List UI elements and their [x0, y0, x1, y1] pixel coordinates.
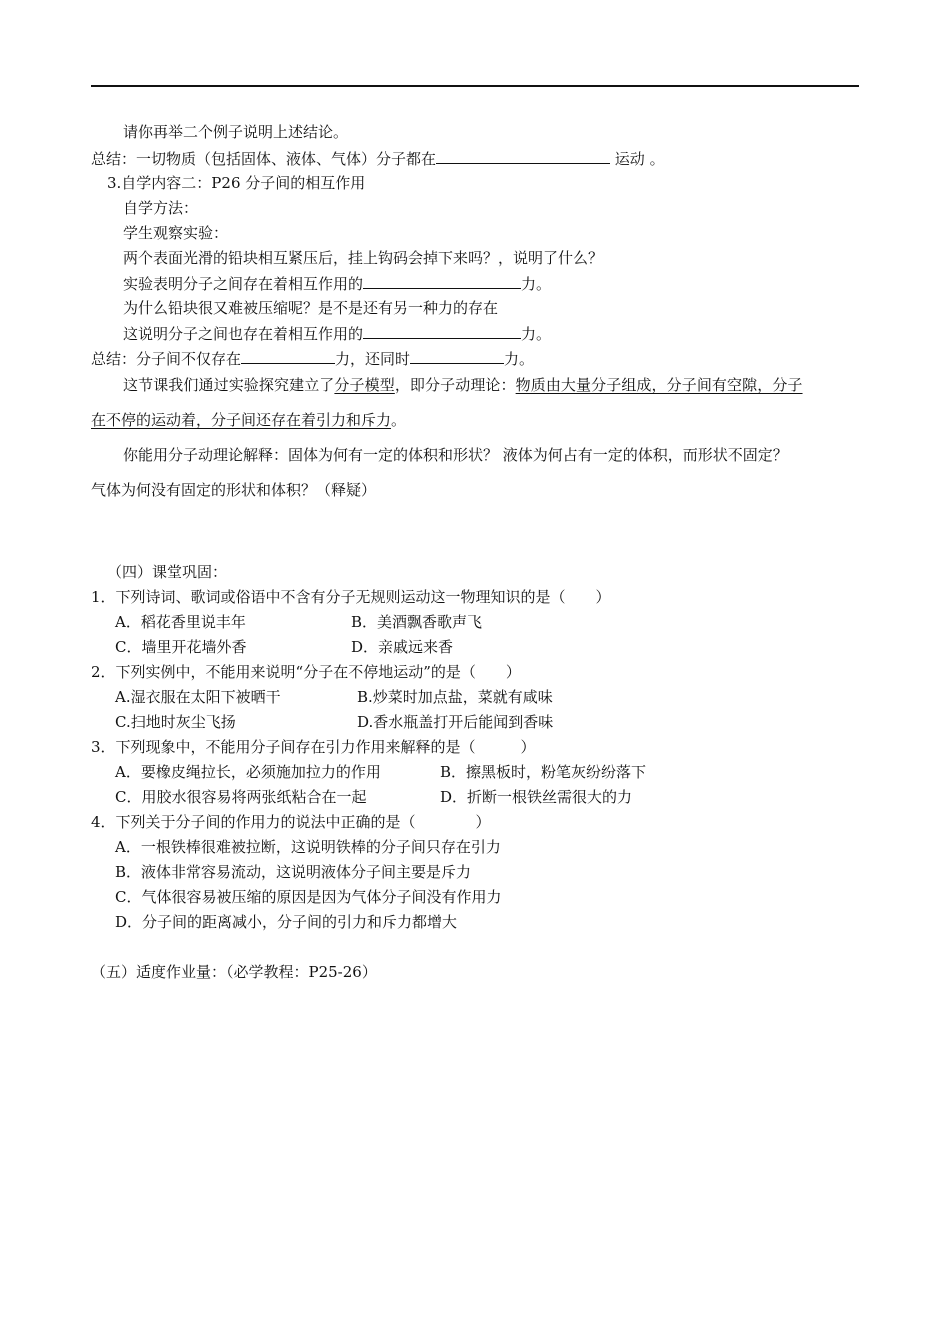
option-a[interactable]: A．要橡皮绳拉长，必须施加拉力的作用: [115, 763, 381, 781]
fill-blank[interactable]: [241, 348, 335, 364]
option-b[interactable]: B.炒菜时加点盐，菜就有咸味: [357, 688, 553, 706]
option-a[interactable]: A．一根铁棒很难被拉断，这说明铁棒的分子间只存在引力: [115, 838, 501, 856]
theory-text-mid: ，即分子动理论：: [394, 376, 516, 394]
theory-text: 这节课我们通过实验探究建立了: [123, 376, 335, 394]
compression-result-text: 这说明分子之间也存在着相互作用的: [123, 325, 364, 343]
explain-question: 你能用分子动理论解释：固体为何有一定的体积和形状？ 液体为何占有一定的体积，而形状不固定？: [123, 446, 788, 464]
option-b[interactable]: B．擦黑板时，粉笔灰纷纷落下: [440, 763, 647, 781]
option-c[interactable]: C．气体很容易被压缩的原因是因为气体分子间没有作用力: [115, 888, 502, 906]
summary-motion: [91, 148, 665, 169]
option-d[interactable]: D.香水瓶盖打开后能闻到香味: [357, 713, 554, 731]
option-d[interactable]: D．折断一根铁丝需很大的力: [440, 788, 633, 806]
experiment-result: [123, 273, 551, 294]
section-heading: 3.自学内容二：P26 分子间的相互作用: [107, 174, 366, 192]
example-prompt: 请你再举二个例子说明上述结论。: [123, 123, 349, 141]
explain-question-cont: 气体为何没有固定的形状和体积？（释疑）: [91, 481, 377, 499]
question-stem: 3．下列现象中，不能用分子间存在引力作用来解释的是（ ）: [91, 738, 536, 756]
option-d[interactable]: D．亲戚远来香: [351, 638, 454, 656]
theory-paragraph-cont: [91, 410, 406, 430]
summary-forces-mid: 力，还同时: [335, 350, 411, 368]
summary-forces-text: 总结：分子间不仅存在: [91, 350, 242, 368]
theory-statement: 物质由大量分子组成，分子间有空隙，分子: [515, 376, 803, 394]
fill-blank[interactable]: [410, 348, 504, 364]
experiment-question: 两个表面光滑的铅块相互紧压后，挂上钩码会掉下来吗？，说明了什么？: [123, 249, 604, 267]
question-stem: 4．下列关于分子间的作用力的说法中正确的是（ ）: [91, 813, 491, 831]
method-label: 自学方法：: [123, 199, 199, 217]
option-a[interactable]: A.湿衣服在太阳下被晒干: [115, 688, 281, 706]
option-d[interactable]: D．分子间的距离减小，分子间的引力和斥力都增大: [115, 913, 458, 931]
option-c[interactable]: C．墙里开花墙外香: [115, 638, 247, 656]
option-c[interactable]: C．用胶水很容易将两张纸粘合在一起: [115, 788, 367, 806]
molecular-model-term: 分子模型: [334, 376, 395, 394]
option-c[interactable]: C.扫地时灰尘飞扬: [115, 713, 236, 731]
option-a[interactable]: A．稻花香里说丰年: [115, 613, 246, 631]
theory-statement-cont: 在不停的运动着，分子间还存在着引力和斥力: [91, 411, 392, 429]
experiment-result-text: 实验表明分子之间存在着相互作用的: [123, 275, 364, 293]
fill-blank[interactable]: [363, 323, 521, 339]
question-stem: 1．下列诗词、歌词或俗语中不含有分子无规则运动这一物理知识的是（ ）: [91, 588, 611, 606]
header-rule: [91, 85, 859, 87]
option-b[interactable]: B．美酒飘香歌声飞: [351, 613, 483, 631]
experiment-result-tail: 力。: [521, 275, 552, 293]
experiment-label: 学生观察实验：: [123, 224, 229, 242]
section-four-heading: （四）课堂巩固：: [107, 563, 228, 581]
theory-end: 。: [391, 411, 407, 429]
question-stem: 2．下列实例中，不能用来说明“分子在不停地运动”的是（ ）: [91, 663, 521, 681]
summary-motion-tail: 运动 。: [614, 150, 665, 168]
compression-result: [123, 323, 551, 344]
compression-question: 为什么铅块很又难被压缩呢？是不是还有另一种力的存在: [123, 299, 499, 317]
summary-forces-tail: 力。: [504, 350, 535, 368]
summary-forces: [91, 348, 534, 369]
fill-blank[interactable]: [436, 148, 610, 164]
section-five-heading: （五）适度作业量：（必学教程：P25-26）: [91, 963, 377, 981]
compression-result-tail: 力。: [521, 325, 552, 343]
theory-paragraph: [123, 375, 803, 395]
option-b[interactable]: B．液体非常容易流动，这说明液体分子间主要是斥力: [115, 863, 472, 881]
fill-blank[interactable]: [363, 273, 521, 289]
summary-motion-text: 总结：一切物质（包括固体、液体、气体）分子都在: [91, 150, 437, 168]
